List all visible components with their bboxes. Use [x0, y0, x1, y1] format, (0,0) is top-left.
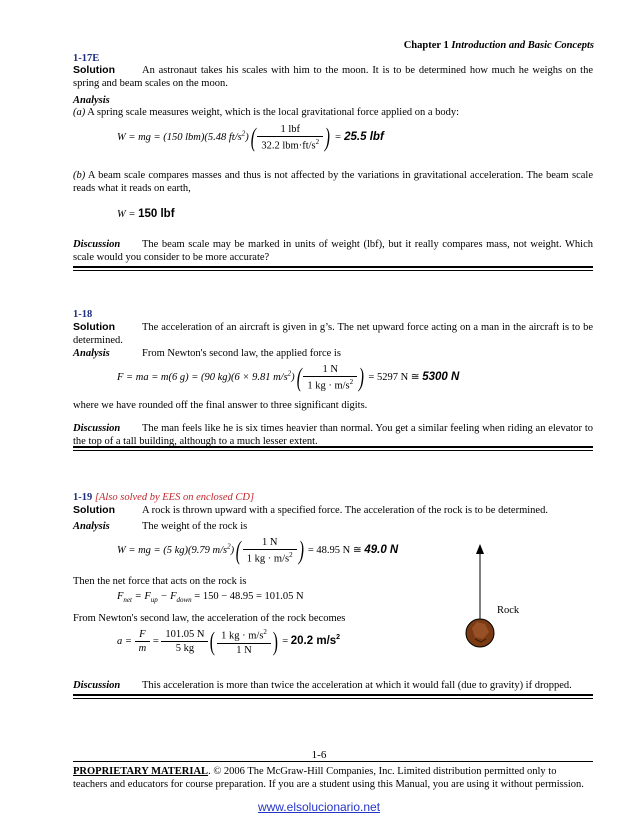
equation-net-force: $F_{net} = F_{up} - F_{down} = 150 - 48.95 = 101.05$ N — [117, 591, 304, 605]
eq-denominator: 1 kg · m/s — [246, 553, 290, 565]
part-a-label: (a) — [73, 107, 86, 118]
equation-weight-beam — [117, 208, 175, 220]
eq-middle: = 5297 N ≅ — [368, 372, 420, 384]
eq-denominator: 1 N — [236, 644, 252, 656]
section-divider — [73, 694, 593, 696]
discussion-label: Discussion — [73, 680, 121, 691]
section-divider — [73, 450, 593, 451]
eq-a: a = — [117, 636, 132, 648]
eq-m: m — [138, 643, 147, 655]
discussion-paragraph — [73, 238, 593, 264]
rock-label: Rock — [497, 605, 520, 616]
proprietary-notice — [73, 765, 593, 791]
part-b-label: (b) — [73, 170, 86, 181]
eq-left: F = ma = m(6 g) = (90 kg)(6 × 9.81 m/s — [117, 372, 288, 384]
eq-result: 20.2 m/s — [290, 635, 337, 648]
eq-numerator: 1 N — [243, 537, 297, 550]
rounding-note: where we have rounded off the final answer to three significant digits. — [73, 400, 368, 411]
solution-text: The acceleration of an aircraft is given in g’s. The net upward force acting on a man in the aircraft is to be determined. — [73, 322, 593, 346]
rock-diagram — [455, 540, 515, 650]
eq-result: 5300 N — [422, 371, 460, 384]
discussion-paragraph — [73, 422, 593, 448]
chapter-title: Introduction and Basic Concepts — [451, 40, 594, 51]
part-b-text — [73, 169, 593, 195]
solution-label: Solution — [73, 321, 115, 333]
solution-text: A rock is thrown upward with a specified force. The acceleration of the rock is to be determined. — [142, 505, 548, 516]
eq-value: = 150 − 48.95 = 101.05 N — [194, 591, 304, 602]
problem-number: 1-18 — [73, 309, 93, 320]
part-a-body: A spring scale measures weight, which is the local gravitational force applied on a body: — [87, 107, 460, 118]
part-b-body: A beam scale compares masses and thus is not affected by the variations in gravitational acceleration. The beam scale reads what it reads on earth, — [73, 170, 593, 194]
section-divider — [73, 266, 593, 268]
analysis-line — [73, 521, 247, 532]
equation-weight-spring: W = mg = (150 lbm)(5.48 $ft/s^2$)( $\frac{\text{1 lbf}}{32.2 lbm\cdot ft/s^2}$ ) = 25.5 lbf — [117, 122, 384, 152]
analysis-label: Analysis — [73, 348, 110, 359]
rock-figure — [455, 540, 515, 650]
up-arrow-icon — [476, 544, 484, 554]
equation-acceleration: a = $\frac{F}{m}$ = $\frac{101.05 N}{5 kg}$ ( $\frac{1 kg \cdot m/s^2}{1 N}$ ) = 20.2 $m/s^2$ — [117, 626, 341, 656]
solution-paragraph — [73, 504, 593, 516]
solucionario-link[interactable]: www.elsolucionario.net — [257, 800, 381, 814]
ees-note: [Also solved by EES on enclosed CD] — [94, 492, 255, 503]
eq-numerator: 101.05 N — [161, 629, 208, 642]
section-divider — [73, 446, 593, 448]
solution-label: Solution — [73, 64, 115, 76]
eq-left: W = mg = (150 lbm)(5.48 ft/s — [117, 132, 242, 144]
eq-numerator: 1 N — [303, 364, 357, 377]
solution-text: An astronaut takes his scales with him to the moon. It is to be determined how much he weighs on the spring and beam scales on the moon. — [73, 65, 593, 89]
net-force-text: Then the net force that acts on the rock is — [73, 576, 247, 587]
eq-numerator: 1 lbf — [257, 124, 323, 137]
solution-paragraph — [73, 321, 593, 347]
footer-rule — [73, 761, 593, 762]
discussion-paragraph — [73, 680, 593, 691]
eq-numerator: 1 kg · m/s — [221, 630, 264, 642]
part-a-text — [73, 107, 593, 118]
eq-denominator: 5 kg — [175, 643, 195, 655]
eq-denominator: 32.2 lbm·ft/s — [261, 140, 316, 152]
eq-result: 25.5 lbf — [344, 131, 384, 144]
proprietary-label: PROPRIETARY MATERIAL — [73, 766, 209, 777]
newton-law-text: From Newton's second law, the acceleration of the rock becomes — [73, 613, 346, 624]
section-divider — [73, 270, 593, 271]
eq-left: W = — [117, 209, 136, 220]
eq-middle: = 48.95 N ≅ — [307, 545, 362, 557]
analysis-line — [73, 348, 341, 359]
eq-F: F — [135, 629, 151, 642]
eq-result: 150 lbf — [138, 208, 175, 220]
eq-result: 49.0 N — [364, 544, 399, 557]
solution-paragraph — [73, 64, 593, 90]
analysis-label: Analysis — [73, 95, 110, 106]
analysis-text: The weight of the rock is — [142, 521, 248, 532]
problem-header — [73, 492, 254, 503]
section-divider — [73, 698, 593, 699]
proprietary-text: . © 2006 The McGraw-Hill Companies, Inc. Limited distribution permitted only to teachers and educators for course preparation. If you are a student using this Manual, you are using it without permission. — [73, 766, 584, 790]
discussion-text: This acceleration is more than twice the acceleration at which it would fall (due to gravity) if dropped. — [142, 680, 572, 691]
equation-rock-weight: W = mg = (5 kg)(9.79 $m/s^2$)( $\frac{1 N}{1 kg \cdot m/s^2}$ ) = 48.95 N ≅ 49.0 N — [117, 535, 399, 565]
discussion-label: Discussion — [73, 239, 121, 250]
discussion-text: The beam scale may be marked in units of weight (lbf), but it really compares mass, not weight. Which scale would you consider to be more accurate? — [73, 239, 593, 263]
discussion-text: The man feels like he is six times heavier than normal. You get a similar feeling when riding an elevator to the top of a tall building, although to a much lesser extent. — [73, 423, 593, 447]
solution-label: Solution — [73, 504, 115, 516]
equation-force: F = ma = m(6 g) = (90 kg)(6 × 9.81 $m/s^2$)( $\frac{1 N}{1 kg \cdot m/s^2}$ ) = 5297 N ≅ 5300 N — [117, 362, 460, 392]
problem-number: 1-19 — [73, 492, 93, 503]
analysis-label: Analysis — [73, 521, 110, 532]
problem-number: 1-17E — [73, 53, 100, 64]
chapter-label: Chapter 1 — [403, 40, 449, 51]
eq-denominator: 1 kg · m/s — [307, 380, 350, 392]
analysis-text: From Newton's second law, the applied force is — [142, 348, 341, 359]
page-number: 1-6 — [311, 749, 327, 761]
page-header — [404, 40, 594, 51]
eq-left: W = mg = (5 kg)(9.79 m/s — [117, 545, 228, 557]
discussion-label: Discussion — [73, 423, 121, 434]
